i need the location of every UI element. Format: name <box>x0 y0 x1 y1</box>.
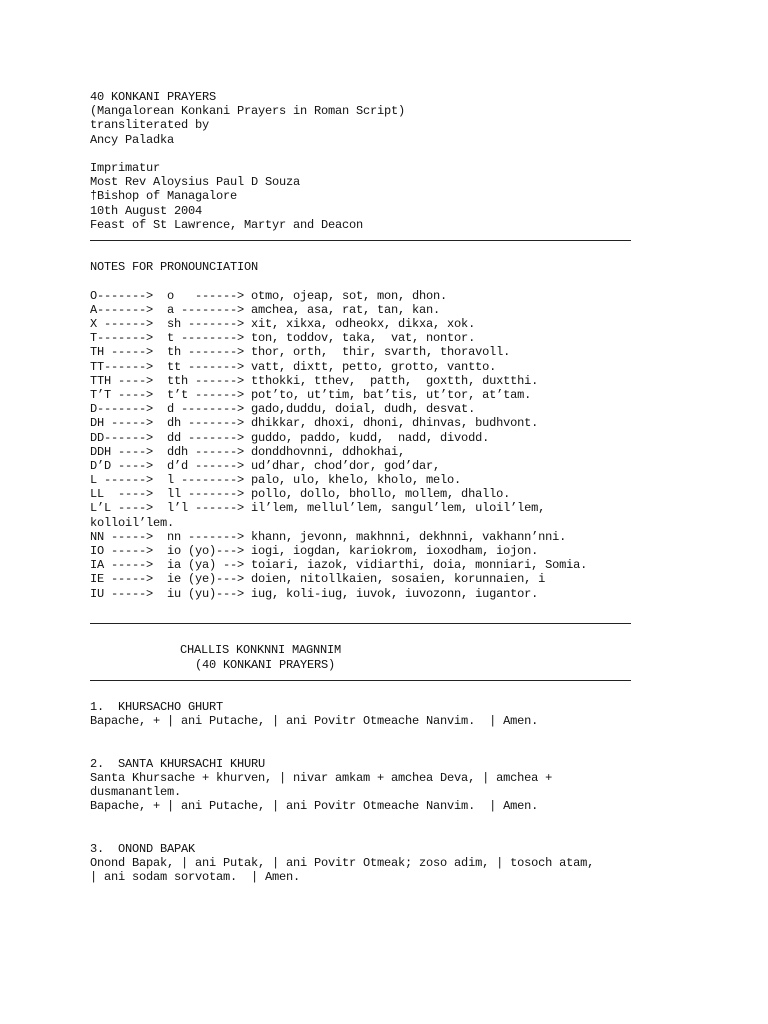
imprimatur-label: Imprimatur <box>90 160 161 175</box>
divider <box>90 615 650 629</box>
prayer-text-line: Bapache, + | ani Putache, | ani Povitr Otmeache Nanvim. | Amen. <box>90 799 539 814</box>
imprimatur-date: 10th August 2004 <box>90 203 203 218</box>
prayer-text-line: Bapache, + | ani Putache, | ani Povitr Otmeache Nanvim. | Amen. <box>90 714 539 729</box>
collection-subtitle: (40 KONKANI PRAYERS) <box>195 657 336 672</box>
spacer <box>90 246 650 260</box>
pronunciation-row: L ------> l --------> palo, ulo, khelo, kholo, melo. <box>90 473 462 488</box>
divider <box>90 672 650 686</box>
spacer <box>90 147 650 161</box>
pronunciation-row: D-------> d --------> gado,duddu, doial, dudh, desvat. <box>90 402 476 417</box>
prayer-heading: 1. KHURSACHO GHURT <box>90 700 224 715</box>
spacer <box>90 629 650 643</box>
spacer <box>90 814 650 828</box>
spacer <box>90 828 650 842</box>
pronunciation-row: O-------> o ------> otmo, ojeap, sot, mon, dhon. <box>90 288 448 303</box>
pronunciation-row: IU -----> iu (yu)---> iug, koli-iug, iuvok, iuvozonn, iugantor. <box>90 586 539 601</box>
author-name: Ancy Paladka <box>90 132 175 147</box>
document-title: 40 KONKANI PRAYERS <box>90 90 217 104</box>
pronunciation-row: T-------> t --------> ton, toddov, taka, vat, nontor. <box>90 331 476 346</box>
pronunciation-row: IE -----> ie (ye)---> doien, nitollkaien, sosaien, korunnaien, i <box>90 572 546 587</box>
pronunciation-row: DH -----> dh -------> dhikkar, dhoxi, dhoni, dhinvas, budhvont. <box>90 416 539 431</box>
pronunciation-row: A-------> a --------> amchea, asa, rat, tan, kan. <box>90 302 441 317</box>
collection-title: CHALLIS KONKNNI MAGNNIM <box>180 643 342 658</box>
pronunciation-row: D’D ----> d’d ------> ud’dhar, chod’dor, god’dar, <box>90 458 441 473</box>
pronunciation-row: LL ----> ll -------> pollo, dollo, bhollo, mollem, dhallo. <box>90 487 511 502</box>
pronunciation-row: kolloil’lem. <box>90 515 175 530</box>
bishop-diocese: †Bishop of Managalore <box>90 189 238 204</box>
prayer-text-line: Santa Khursache + khurven, | nivar amkam + amchea Deva, | amchea + <box>90 771 553 785</box>
pronunciation-row: DD------> dd -------> guddo, paddo, kudd, nadd, divodd. <box>90 430 490 445</box>
spacer <box>90 274 650 288</box>
pronunciation-row: IA -----> ia (ya) --> toiari, iazok, vidiarthi, doia, monniari, Somia. <box>90 558 588 573</box>
transliterated-by-label: transliterated by <box>90 118 210 133</box>
pronunciation-row: TTH ----> tth ------> tthokki, tthev, patth, goxtth, duxtthi. <box>90 373 539 388</box>
prayer-text-line: dusmanantlem. <box>90 785 182 800</box>
pronunciation-row: TH -----> th -------> thor, orth, thir, svarth, thoravoll. <box>90 345 511 360</box>
spacer <box>90 686 650 700</box>
prayer-text-line: Onond Bapak, | ani Putak, | ani Povitr Otmeak; zoso adim, | tosoch atam, <box>90 856 595 871</box>
pronunciation-row: T’T ----> t’t ------> pot’to, ut’tim, bat’tis, ut’tor, at’tam. <box>90 387 532 402</box>
document-page <box>90 90 650 885</box>
bishop-name: Most Rev Aloysius Paul D Souza <box>90 175 301 190</box>
feast-line: Feast of St Lawrence, Martyr and Deacon <box>90 217 364 232</box>
spacer <box>90 743 650 757</box>
pronunciation-row: NN -----> nn -------> khann, jevonn, makhnni, dekhnni, vakhann’nni. <box>90 529 567 544</box>
prayer-text-line: | ani sodam sorvotam. | Amen. <box>90 870 301 885</box>
pronunciation-row: L’L ----> l’l ------> il’lem, mellul’lem, sangul’lem, uloil’lem, <box>90 501 546 516</box>
document-subtitle: (Mangalorean Konkani Prayers in Roman Script) <box>90 104 406 119</box>
prayer-heading: 2. SANTA KHURSACHI KHURU <box>90 756 266 771</box>
pronunciation-table <box>90 289 650 601</box>
pronunciation-row: X ------> sh -------> xit, xikxa, odheokx, dikxa, xok. <box>90 317 476 331</box>
spacer <box>90 601 650 615</box>
pronunciation-row: DDH ----> ddh ------> donddhovnni, ddhokhai, <box>90 444 406 459</box>
pronunciation-row: TT------> tt -------> vatt, dixtt, petto, grotto, vantto. <box>90 359 497 374</box>
spacer <box>90 728 650 742</box>
pronunciation-heading: NOTES FOR PRONOUNCIATION <box>90 260 259 275</box>
prayer-heading: 3. ONOND BAPAK <box>90 841 196 856</box>
pronunciation-row: IO -----> io (yo)---> iogi, iogdan, kariokrom, ioxodham, iojon. <box>90 544 539 558</box>
divider <box>90 232 650 246</box>
